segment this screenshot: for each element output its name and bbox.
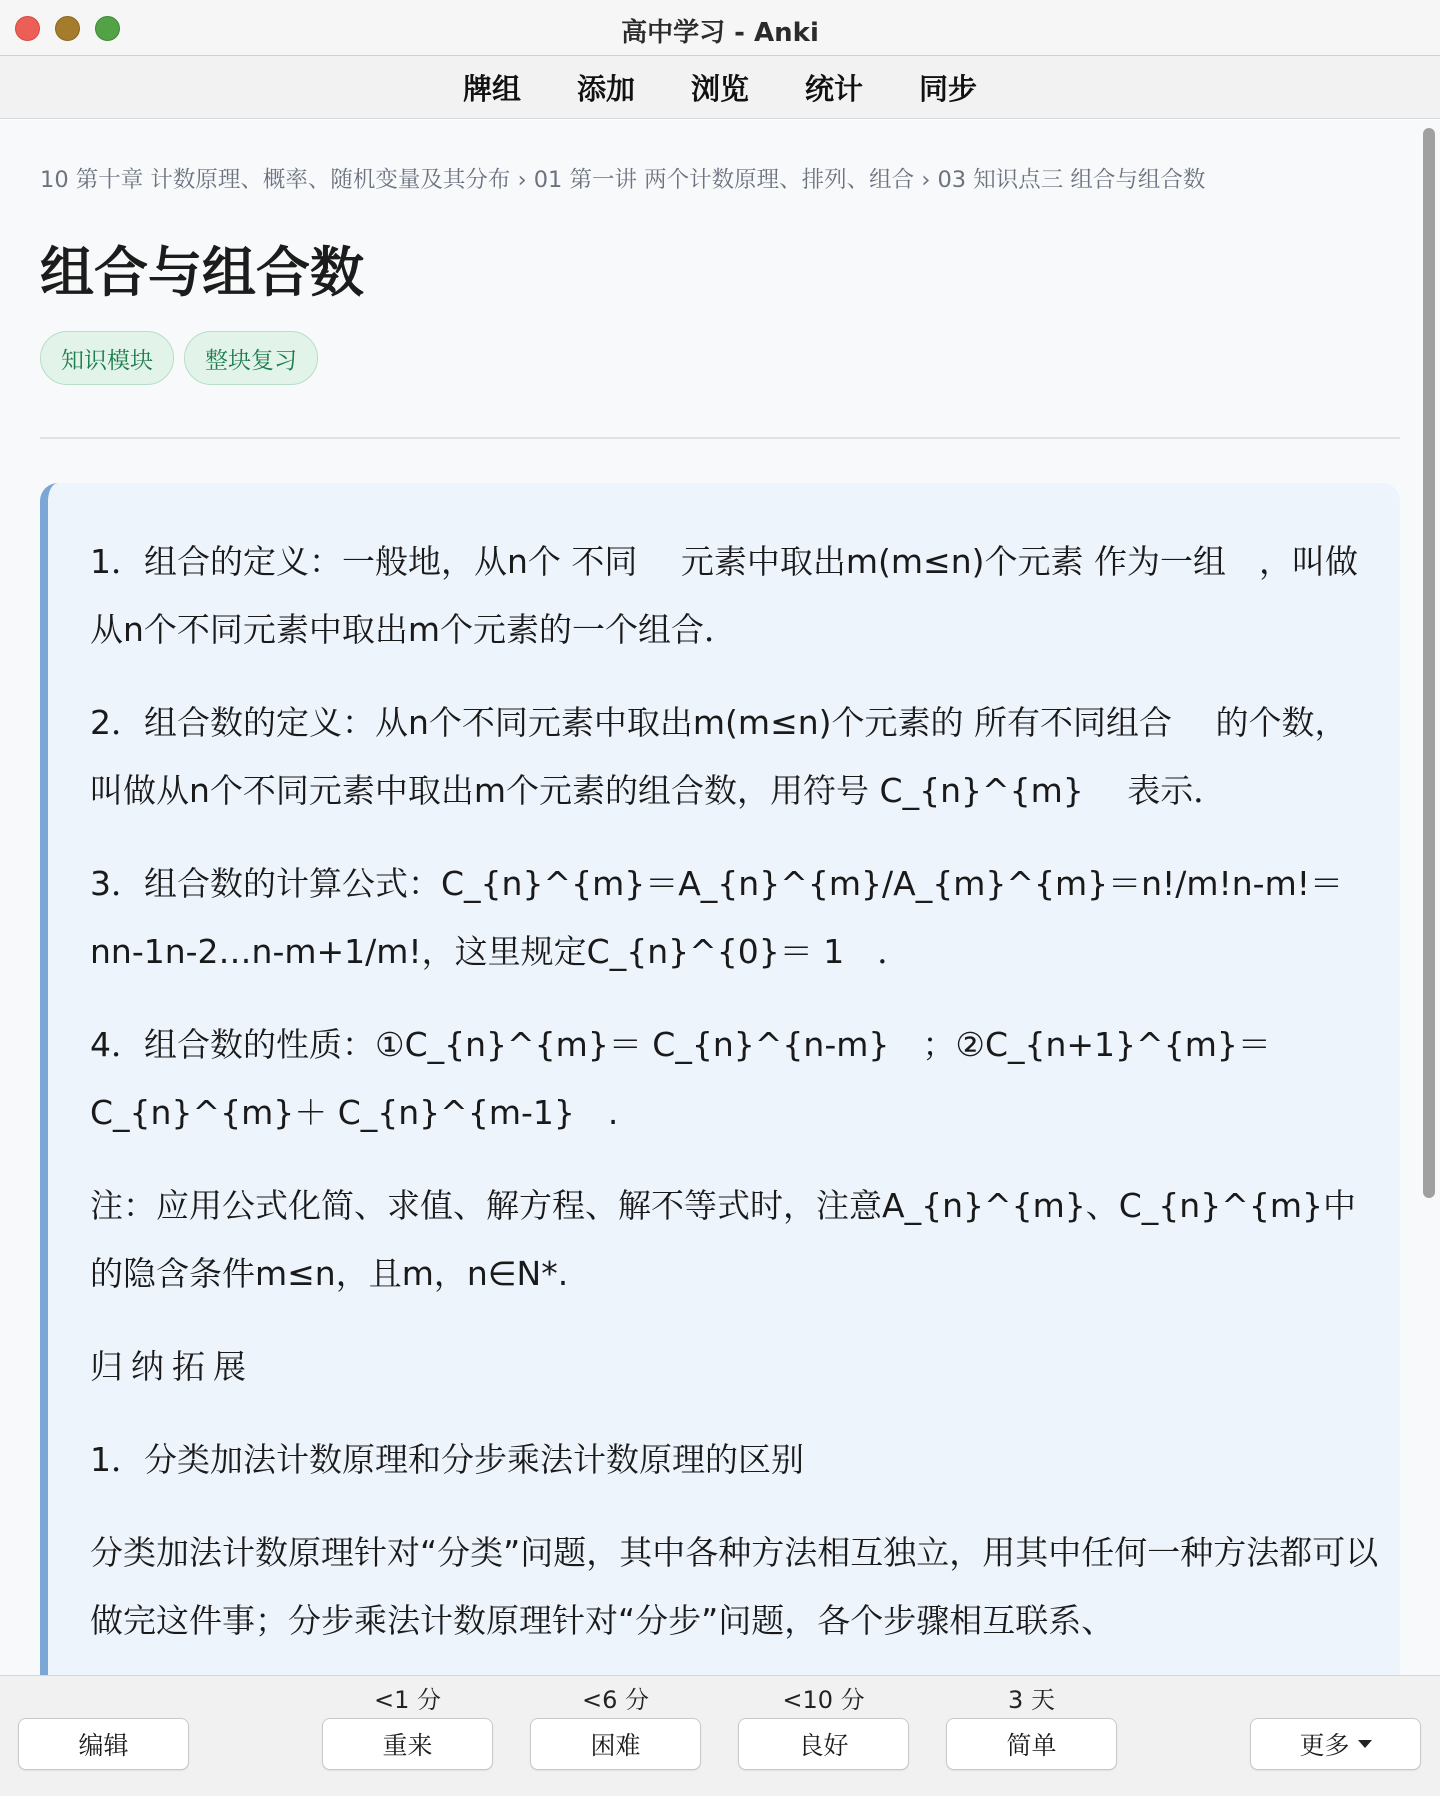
paragraph-properties: 4．组合数的性质：①C_{n}^{m}＝ C_{n}^{n-m} ；②C_{n+1}^{m}＝ C_{n}^{m}＋ C_{n}^{m-1} . bbox=[90, 1025, 1271, 1132]
main-toolbar bbox=[0, 56, 1440, 119]
tag-full-review[interactable]: 整块复习 bbox=[184, 331, 318, 385]
again-button[interactable]: 重来 bbox=[322, 1718, 493, 1770]
note-card bbox=[40, 483, 1400, 1675]
toolbar-decks-link[interactable]: 牌组 bbox=[462, 71, 521, 106]
review-bottom-bar bbox=[0, 1675, 1440, 1796]
paragraph-combination-number-definition: 2．组合数的定义：从n个不同元素中取出m(m≤n)个元素的 所有不同组合 的个数，叫做从n个不同元素中取出m个元素的组合数，用符号 C_{n}^{m} 表示． bbox=[90, 703, 1348, 810]
again-interval: <1 分 bbox=[373, 1686, 441, 1714]
toolbar-browse-link[interactable]: 浏览 bbox=[690, 71, 749, 106]
section-heading: 归纳拓展 bbox=[90, 1347, 254, 1386]
easy-button[interactable]: 简单 bbox=[946, 1718, 1117, 1770]
caret-down-icon bbox=[1358, 1740, 1372, 1748]
paragraph-combination-definition: 1．组合的定义：一般地，从n个 不同 元素中取出m(m≤n)个元素 作为一组 ，叫做从n个不同元素中取出m个元素的一个组合． bbox=[90, 542, 1358, 649]
window-titlebar bbox=[0, 0, 1440, 56]
paragraph-formula: 3．组合数的计算公式：C_{n}^{m}＝A_{n}^{m}/A_{m}^{m}＝n!/m!n-m!＝nn-1n-2…n-m+1/m!，这里规定C_{n}^{0}＝ 1 ． bbox=[90, 864, 1343, 971]
paragraph-difference-body: 分类加法计数原理针对“分类”问题，其中各种方法相互独立，用其中任何一种方法都可以做完这件事；分步乘法计数原理针对“分步”问题，各个步骤相互联系、 bbox=[90, 1533, 1379, 1640]
note-body bbox=[90, 528, 1380, 1675]
good-button[interactable]: 良好 bbox=[738, 1718, 909, 1770]
hard-button[interactable]: 困难 bbox=[530, 1718, 701, 1770]
divider bbox=[40, 437, 1400, 439]
easy-interval: 3 天 bbox=[1008, 1686, 1055, 1714]
breadcrumb: 10 第十章 计数原理、概率、随机变量及其分布 › 01 第一讲 两个计数原理、排列、组合 › 03 知识点三 组合与组合数 bbox=[40, 167, 1206, 193]
good-interval: <10 分 bbox=[782, 1686, 865, 1714]
vertical-scrollbar[interactable] bbox=[1423, 128, 1435, 1198]
edit-button[interactable]: 编辑 bbox=[18, 1718, 189, 1770]
card-content-area[interactable] bbox=[0, 120, 1440, 1675]
paragraph-note: 注：应用公式化简、求值、解方程、解不等式时，注意A_{n}^{m}、C_{n}^{m}中的隐含条件m≤n，且m，n∈N*. bbox=[90, 1186, 1357, 1293]
more-label: 更多 bbox=[1299, 1731, 1350, 1760]
toolbar-stats-link[interactable]: 统计 bbox=[805, 71, 864, 106]
window-title: 高中学习 - Anki bbox=[621, 18, 819, 48]
tag-list bbox=[40, 331, 318, 385]
card-title: 组合与组合数 bbox=[40, 241, 364, 304]
paragraph-difference-heading: 1．分类加法计数原理和分步乘法计数原理的区别 bbox=[90, 1440, 804, 1479]
hard-interval: <6 分 bbox=[581, 1686, 649, 1714]
tag-knowledge-module[interactable]: 知识模块 bbox=[40, 331, 174, 385]
toolbar-add-link[interactable]: 添加 bbox=[576, 71, 635, 106]
toolbar-sync-link[interactable]: 同步 bbox=[919, 71, 978, 106]
more-button[interactable] bbox=[1250, 1718, 1421, 1770]
